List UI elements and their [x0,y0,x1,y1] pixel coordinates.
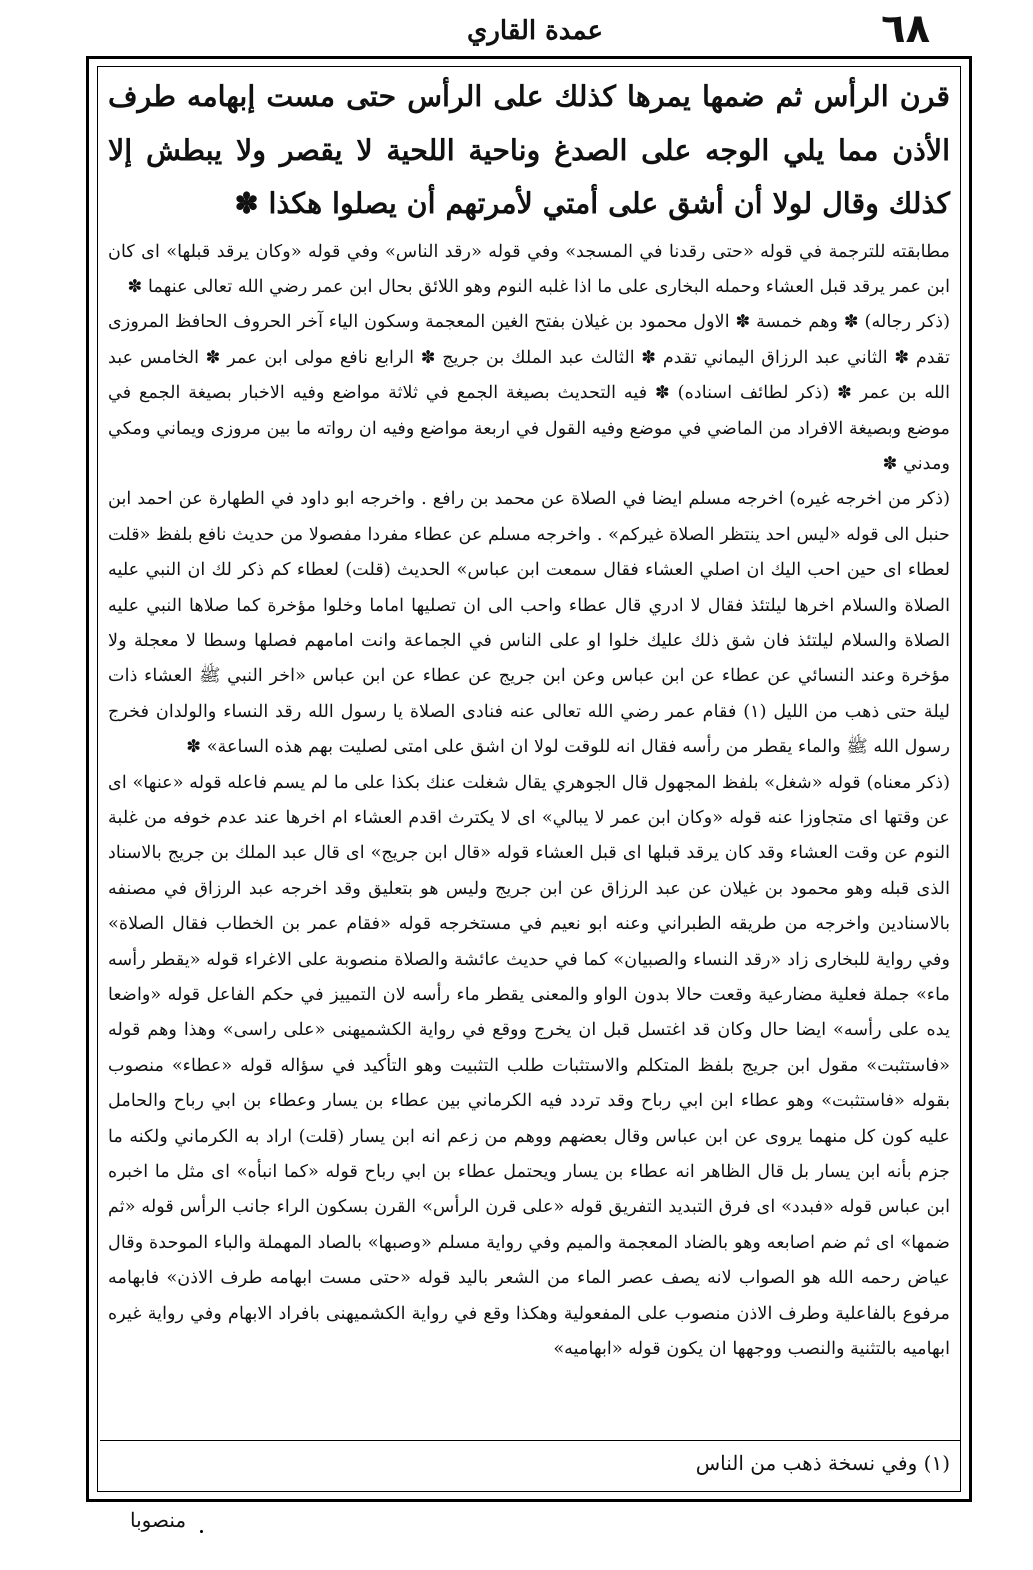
ink-dot [200,1530,203,1533]
hadith-text: قرن الرأس ثم ضمها يمرها كذلك على الرأس حتى مست إبهامه طرف الأذن مما يلي الوجه على الصدغ وناحية اللحية لا يقصر ولا يبطش إلا كذلك وقال لولا أن أشق على أمتي لأمرتهم أن يصلوا هكذا ✽ [108,79,950,220]
commentary-paragraph: (ذكر معناه) قوله «شغل» بلفظ المجهول قال الجوهري يقال شغلت عنك بكذا على ما لم يسم فاعله قوله «عنها» اى عن وقتها اى متجاوزا عنه قوله «وكان ابن عمر لا يبالي» اى لا يكترث اقدم العشاء ام اخرها عند عدم خوفه من غلبة النوم عن وقت العشاء وقد كان يرقد قبلها اى قبل العشاء قوله «قال ابن جريج» اى قال عبد الملك بن جريج بالاسناد الذى قبله وهو محمود بن غيلان عن عبد الرزاق عن ابن جريج وليس هو بتعليق وقد اخرجه عبد الرزاق في مصنفه بالاسنادين واخرجه من طريقه الطبراني وعنه ابو نعيم في مستخرجه قوله «فقام عمر بن الخطاب فقال الصلاة» وفي رواية للبخارى زاد «رقد النساء والصبيان» كما في حديث عائشة والصلاة منصوبة على الاغراء قوله «يقطر رأسه ماء» جملة فعلية مضارعية وقعت حالا بدون الواو والمعنى يقطر ماء رأسه لان التمييز في حكم الفاعل قوله «واضعا يده على رأسه» ايضا حال وكان قد اغتسل قبل ان يخرج ووقع في رواية الكشميهنى «على راسى» وهذا وهم قوله «فاستثبت» مقول ابن جريج بلفظ المتكلم والاستثبات طلب التثبيت وهو التأكيد في سؤاله قوله «عطاء» منصوب بقوله «فاستثبت» وهو عطاء ابن ابي رباح وقد تردد فيه الكرماني بين عطاء بن يسار وعطاء بن ابي رباح والحامل عليه كون كل منهما يروى عن ابن عباس وقال بعضهم ووهم من زعم انه ابن يسار (قلت) اراد به الكرماني ولكنه ما جزم بأنه ابن يسار بل قال الظاهر انه عطاء بن يسار ويحتمل عطاء بن ابي رباح قوله «كما انبأه» اى مثل ما اخبره ابن عباس قوله «فبدد» اى فرق التبديد التفريق قوله «على قرن الرأس» القرن بسكون الراء جانب الرأس قوله «ثم ضمها» اى ثم ضم اصابعه وهو بالضاد المعجمة والميم وفي رواية مسلم «وصبها» بالصاد المهملة والباء الموحدة وقال عياض رحمه الله هو الصواب لانه يصف عصر الماء من الشعر باليد قوله «حتى مست ابهامه طرف الاذن» فابهامه مرفوع بالفاعلية وطرف الاذن منصوب على المفعولية وهكذا وقع في رواية الكشميهنى بافراد الابهام وفي رواية غيره ابهاميه بالتثنية والنصب ووجهها ان يكون قوله «ابهاميه» [108,772,950,1360]
main-text [108,70,950,1368]
commentary-paragraph: (ذكر من اخرجه غيره) اخرجه مسلم ايضا في الصلاة عن محمد بن رافع . واخرجه ابو داود في الطهارة عن احمد ابن حنبل الى قوله «ليس احد ينتظر الصلاة غيركم» . واخرجه مسلم عن عطاء مفردا مفصولا من حديث نافع بلفظ «قلت لعطاء اى حين احب اليك ان اصلي العشاء فقال سمعت ابن عباس» الحديث (قلت) لعطاء كم ذكر لك ان النبي عليه الصلاة والسلام اخرها ليلتئذ فقال لا ادري قال عطاء واحب الى ان تصليها اماما وخلوا مؤخرة كما صلاها النبي عليه الصلاة والسلام ليلتئذ فان شق ذلك عليك خلوا او على الناس في الجماعة وانت امامهم فصلها وسطا لا معجلة ولا مؤخرة وعند النسائي عن عطاء عن ابن عباس وعن ابن جريج عن عطاء عن ابن عباس «اخر النبي ﷺ العشاء ذات ليلة حتى ذهب من الليل (١) فقام عمر رضي الله تعالى عنه فنادى الصلاة يا رسول الله رقد النساء والولدان فخرج رسول الله ﷺ والماء يقطر من رأسه فقال انه للوقت لولا ان اشق على امتى لصليت بهم هذه الساعة» ✽ [108,489,950,758]
commentary-paragraph: (ذكر رجاله) ✽ وهم خمسة ✽ الاول محمود بن غيلان بفتح الغين المعجمة وسكون الياء آخر الحروف الحافظ المروزى تقدم ✽ الثاني عبد الرزاق اليماني تقدم ✽ الثالث عبد الملك بن جريج ✽ الرابع نافع مولى ابن عمر ✽ الخامس عبد الله بن عمر ✽ (ذكر لطائف اسناده) ✽ فيه التحديث بصيغة الجمع في ثلاثة مواضع وفيه الاخبار بصيغة الجمع في موضع وبصيغة الافراد من الماضي في موضع وفيه القول في اربعة مواضع وفيه ان رواته ما بين مروزى ويماني ومكي ومدني ✽ [108,312,950,474]
commentary-paragraph: مطابقته للترجمة في قوله «حتى رقدنا في المسجد» وفي قوله «رقد الناس» وفي قوله «وكان يرقد قبلها» اى كان ابن عمر يرقد قبل العشاء وحمله البخارى على ما اذا غلبه النوم وهو اللائق بحال ابن عمر رضي الله تعالى عنهما ✽ [108,241,950,297]
page-header [100,4,970,56]
footnote-divider [100,1440,960,1441]
catchword: منصوبا [130,1508,187,1532]
running-title: عمدة القاري [467,16,603,46]
page-number: ٦٨ [881,6,930,52]
footnote: (١) وفي نسخة ذهب من الناس [695,1451,950,1475]
